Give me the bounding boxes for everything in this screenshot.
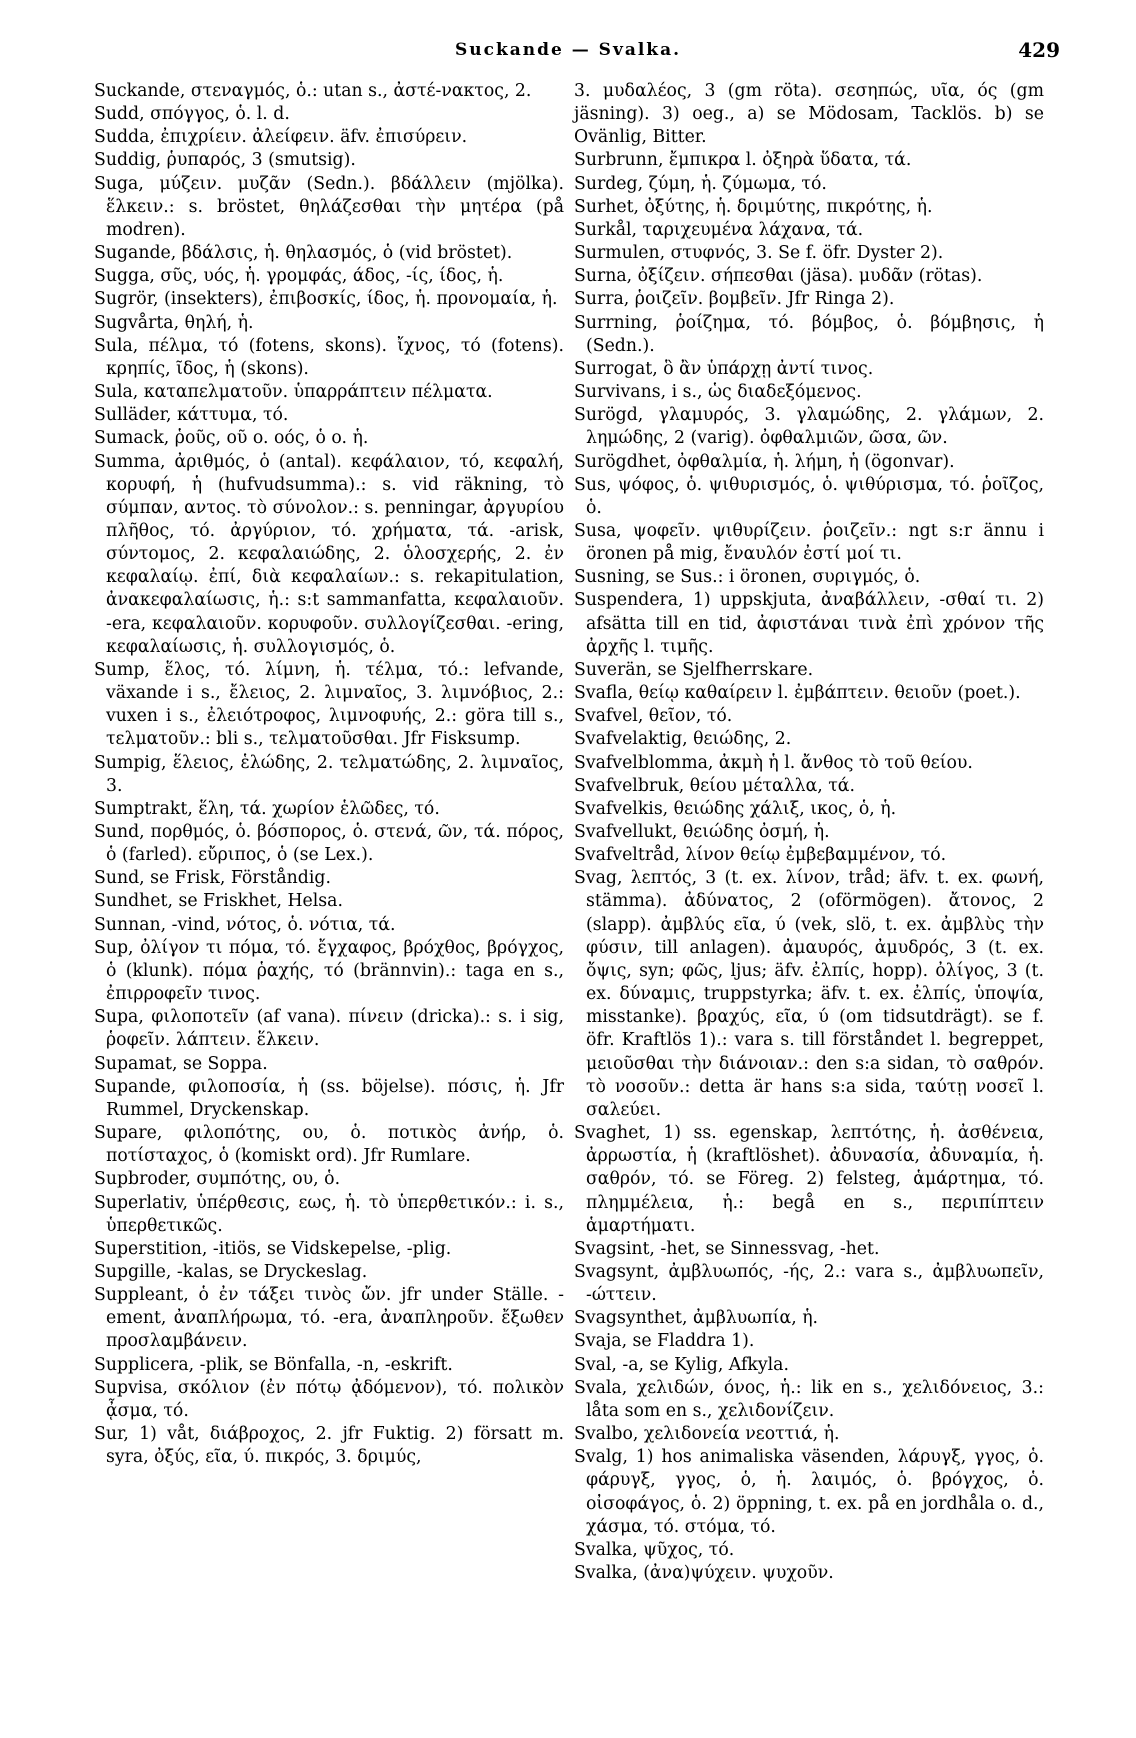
dictionary-entry: Supplicera, -plik, se Bönfalla, -n, -eskrift. [94, 1354, 453, 1375]
dictionary-entry: Sumack, ῥοῦς, οῦ o. οός, ὁ o. ἡ. [94, 428, 369, 449]
dictionary-entry: Susa, ψοφεῖν. ψιθυρίζειν. ῥοιζεῖν.: ngt s:r ännu i öronen på mig, ἔναυλόν ἐστί μοί τι. [574, 520, 1044, 565]
dictionary-entry: Supbroder, συμπότης, ου, ὁ. [94, 1169, 341, 1190]
dictionary-entry: Sugrör, (insekters), ἐπιβοσκίς, ίδος, ἡ. προνομαία, ἡ. [94, 289, 558, 310]
dictionary-entry: Svafla, θείῳ καθαίρειν l. ἐμβάπτειν. θειοῦν (poet.). [574, 683, 1021, 704]
dictionary-entry: 3. μυδαλέος, 3 (gm röta). σεσηπώς, υῖα, ός (gm jäsning). 3) oeg., a) se Mödosam, Tacklös. b) se Ovänlig, Bitter. [574, 81, 1044, 148]
dictionary-entry: Supare, φιλοπότης, ου, ὁ. ποτικὸς ἀνήρ, ὁ. ποτίσταχος, ὁ (komiskt ord). Jfr Rumlare. [94, 1123, 564, 1167]
dictionary-entry: Suddig, ῥυπαρός, 3 (smutsig). [94, 150, 356, 171]
dictionary-entry: Summa, ἀριθμός, ὁ (antal). κεφάλαιον, τό, κεφαλή, κορυφή, ἡ (hufvudsumma).: s. vid räkning, τὸ σύμπαν, αντος. τὸ σύνολον.: s. penningar, ἀργυρίου πλῆθος, τό. ἀργύριον, τό. χρήματα, τά. -arisk, σύντομος, 2. κεφαλαιώδης, 2. ὁλοσχερής, 2. ἐν κεφαλαίῳ. ἐπί, διὰ κεφαλαίων.: s. rekapitulation, ἀνακεφαλαίωσις, ἡ.: s:t sammanfatta, κεφαλαιοῦν. -era, κεφαλαιοῦν. κορυφοῦν. συλλογίζεσθαι. -ering, κεφαλαίωσις, ἡ. συλλογισμός, ὁ. [94, 451, 564, 657]
dictionary-entry: Suga, μύζειν. μυζᾶν (Sedn.). βδάλλειν (mjölka). ἕλκειν.: s. bröstet, θηλάζεσθαι τὴν μητέρα (på modren). [94, 173, 564, 240]
dictionary-entry: Superstition, -itiös, se Vidskepelse, -plig. [94, 1238, 452, 1259]
dictionary-entry: Surögdhet, ὀφθαλμία, ἡ. λήμη, ἡ (ögonvar). [574, 451, 955, 472]
dictionary-entry: Superlativ, ὑπέρθεσις, εως, ἡ. τὸ ὑπερθετικόν.: i. s., ὑπερθετικῶς. [94, 1192, 564, 1236]
dictionary-entry: Supgille, -kalas, se Dryckeslag. [94, 1261, 368, 1282]
dictionary-entry: Sus, ψόφος, ὁ. ψιθυρισμός, ὁ. ψιθύρισμα, τό. ῥοῖζος, ὁ. [574, 474, 1044, 518]
dictionary-entry: Sund, πορθμός, ὁ. βόσπορος, ὁ. στενά, ῶν, τά. πόρος, ὁ (farled). εὔριπος, ὁ (se Lex.). [94, 822, 564, 866]
dictionary-entry: Svalka, (ἀνα)ψύχειν. ψυχοῦν. [574, 1563, 834, 1583]
dictionary-entry: Surna, ὀξίζειν. σήπεσθαι (jäsa). μυδᾶν (rötas). [574, 266, 983, 287]
dictionary-entry: Svafvelkis, θειώδης χάλιξ, ικος, ὁ, ἡ. [574, 798, 897, 819]
dictionary-entry: Svafveltråd, λίνον θείῳ ἐμβεβαμμένον, τό. [574, 845, 947, 866]
dictionary-entry: Sugande, βδάλσις, ἡ. θηλασμός, ὁ (vid bröstet). [94, 243, 513, 264]
dictionary-entry: Surrning, ῥοίζημα, τό. βόμβος, ὁ. βόμβησις, ἡ (Sedn.). [574, 312, 1044, 356]
dictionary-entry: Suspendera, 1) uppskjuta, ἀναβάλλειν, -σθαί τι. 2) afsätta till en tid, ἀφιστάναι τινὰ ἐπὶ χρόνον τῆς ἀρχῆς l. τιμῆς. [574, 590, 1044, 657]
dictionary-entry: Svafvelblomma, ἀκμὴ ἡ l. ἄνθος τὸ τοῦ θείου. [574, 752, 973, 773]
dictionary-entry: Svalg, 1) hos animaliska väsenden, λάρυγξ, γγος, ὁ. φάρυγξ, γγος, ὁ, ἡ. λαιμός, ὁ. βρόγχος, ὁ. οἰσοφάγος, ὁ. 2) öppning, t. ex. på en jordhåla o. d., χάσμα, τό. στόμα, τό. [574, 1447, 1044, 1537]
dictionary-entry: Supa, φιλοποτεῖν (af vana). πίνειν (dricka).: s. i sig, ῥοφεῖν. λάπτειν. ἕλκειν. [94, 1007, 564, 1051]
dictionary-entry: Sval, -a, se Kylig, Afkyla. [574, 1354, 789, 1375]
dictionary-entry: Sulläder, κάττυμα, τό. [94, 405, 289, 426]
dictionary-entry: Svafvelbruk, θείου μέταλλα, τά. [574, 775, 855, 796]
dictionary-entry: Sudda, ἐπιχρίειν. ἀλείφειν. äfv. ἐπισύρειν. [94, 127, 468, 148]
dictionary-entry: Svafvellukt, θειώδης ὀσμή, ἡ. [574, 822, 830, 842]
dictionary-entry: Suckande, στεναγμός, ὁ.: utan s., ἀστέ-νακτος, 2. [94, 81, 532, 101]
dictionary-entry: Surögd, γλαμυρός, 3. γλαμώδης, 2. γλάμων, 2. λημώδης, 2 (varig). ὀφθαλμιῶν, ῶσα, ῶν. [574, 405, 1044, 449]
dictionary-entry: Sugga, σῦς, υός, ἡ. γρομφάς, άδος, -ίς, ίδος, ἡ. [94, 266, 504, 287]
dictionary-entry: Sumptrakt, ἕλη, τά. χωρίον ἑλῶδες, τό. [94, 798, 440, 819]
dictionary-entry: Sudd, σπόγγος, ὁ. l. d. [94, 104, 290, 125]
dictionary-entry: Svaja, se Fladdra 1). [574, 1331, 755, 1352]
dictionary-entry: Svag, λεπτός, 3 (t. ex. λίνον, tråd; äfv. t. ex. φωνή, stämma). ἀδύνατος, 2 (oförmögen). ἄτονος, 2 (slapp). ἀμβλύς εῖα, ύ (vek, slö, t. ex. ἀμβλὺς τὴν φύσιν, till anlagen). ἀμαυρός, ἀμυδρός, 3 (t. ex. ὄψις, syn; φῶς, ljus; äfv. ἐλπίς, hopp). ὀλίγος, 3 (t. ex. δύναμις, truppstyrka; äfv. t. ex. ἐλπίς, ὑποψία, misstanke). βραχύς, εῖα, ύ (om tidsutdrägt). se f. öfr. Kraftlös 1).: vara s. till förståndet l. begreppet, μειοῦσθαι τὴν διάνοιαν.: den s:a sidan, τὸ σαθρόν. τὸ νοσοῦν.: detta är hans s:a sida, ταύτῃ νοσεῖ l. σαλεύει. [574, 868, 1044, 1120]
right-column [574, 80, 1044, 1585]
dictionary-entry: Sugvårta, θηλή, ἡ. [94, 312, 254, 333]
dictionary-entry: Surhet, ὀξύτης, ἡ. δριμύτης, πικρότης, ἡ. [574, 196, 933, 217]
dictionary-entry: Sump, ἕλος, τό. λίμνη, ἡ. τέλμα, τό.: lefvande, växande i s., ἔλειος, 2. λιμναῖος, 3. λιμνόβιος, 2.: vuxen i s., ἐλειότροφος, λιμνοφυής, 2.: göra till s., τελματοῦν.: bli s., τελματοῦσθαι. Jfr Fisksump. [94, 659, 564, 750]
dictionary-entry: Surdeg, ζύμη, ἡ. ζύμωμα, τό. [574, 173, 827, 194]
dictionary-entry: Susning, se Sus.: i öronen, συριγμός, ὁ. [574, 567, 921, 588]
dictionary-entry: Svala, χελιδών, όνος, ἡ.: lik en s., χελιδόνειος, 3.: låta som en s., χελιδονίζειν. [574, 1377, 1044, 1421]
dictionary-entry: Supande, φιλοποσία, ἡ (ss. böjelse). πόσις, ἡ. Jfr Rummel, Dryckenskap. [94, 1076, 564, 1120]
dictionary-entry: Suverän, se Sjelfherrskare. [574, 659, 814, 680]
dictionary-entry: Svagsynthet, ἀμβλυωπία, ἡ. [574, 1308, 819, 1329]
dictionary-entry: Svaghet, 1) ss. egenskap, λεπτότης, ἡ. ἀσθένεια, ἀρρωστία, ἡ (kraftlöshet). ἀδυνασία, ἀδυναμία, ἡ. σαθρόν, τό. se Föreg. 2) felsteg, ἁμάρτημα, τό. πλημμέλεια, ἡ.: begå en s., περιπίπτειν ἁμαρτήματι. [574, 1123, 1044, 1236]
dictionary-entry: Svalka, ψῦχος, τό. [574, 1539, 735, 1560]
left-column [94, 80, 564, 1469]
dictionary-entry: Sumpig, ἕλειος, ἑλώδης, 2. τελματώδης, 2. λιμναῖος, 3. [94, 752, 564, 796]
dictionary-entry: Svagsynt, ἀμβλυωπός, -ής, 2.: vara s., ἀμβλυωπεῖν, -ώττειν. [574, 1261, 1044, 1306]
dictionary-entry: Svafvelaktig, θειώδης, 2. [574, 729, 792, 750]
dictionary-entry: Sur, 1) våt, διάβροχος, 2. jfr Fuktig. 2) försatt m. syra, ὀξύς, εῖα, ύ. πικρός, 3. δριμύς, [94, 1424, 564, 1468]
dictionary-entry: Surkål, ταριχευμένα λάχανα, τά. [574, 219, 864, 240]
dictionary-entry: Surbrunn, ἔμπικρα l. ὀξηρὰ ὕδατα, τά. [574, 150, 912, 171]
page-number: 429 [1018, 38, 1060, 62]
dictionary-entry: Surrogat, ὃ ἂν ὑπάρχῃ ἀντί τινος. [574, 358, 874, 379]
dictionary-entry: Suppleant, ὁ ἐν τάξει τινὸς ὤν. jfr under Ställe. -ement, ἀναπλήρωμα, τό. -era, ἀναπληροῦν. ἔξωθεν προσλαμβάνειν. [94, 1285, 564, 1352]
dictionary-entry: Sund, se Frisk, Förståndig. [94, 868, 331, 889]
dictionary-entry: Svagsint, -het, se Sinnessvag, -het. [574, 1238, 880, 1259]
dictionary-entry: Surra, ῥοιζεῖν. βομβεῖν. Jfr Ringa 2). [574, 289, 895, 310]
dictionary-entry: Supamat, se Soppa. [94, 1053, 268, 1074]
dictionary-entry: Surmulen, στυφνός, 3. Se f. öfr. Dyster 2). [574, 243, 944, 264]
dictionary-entry: Sula, καταπελματοῦν. ὑπαρράπτειν πέλματα. [94, 382, 493, 403]
running-title: Suckande — Svalka. [454, 40, 682, 60]
dictionary-entry: Sula, πέλμα, τό (fotens, skons). ἴχνος, τό (fotens). κρηπίς, ῖδος, ἡ (skons). [94, 335, 564, 379]
dictionary-entry: Svafvel, θεῖον, τό. [574, 706, 733, 727]
dictionary-entry: Sundhet, se Friskhet, Helsa. [94, 891, 343, 912]
dictionary-entry: Supvisa, σκόλιον (ἐν πότῳ ᾀδόμενον), τό. πολικὸν ᾆσμα, τό. [94, 1377, 564, 1421]
dictionary-entry: Svalbo, χελιδονεία νεοττιά, ἡ. [574, 1424, 840, 1445]
dictionary-entry: Sunnan, -vind, νότος, ὁ. νότια, τά. [94, 914, 396, 935]
dictionary-entry: Survivans, i s., ὡς διαδεξόμενος. [574, 382, 862, 403]
dictionary-entry: Sup, ὀλίγον τι πόμα, τό. ἔγχαφος, βρόχθος, βρόγχος, ὁ (klunk). πόμα ῥαχής, τό (brännvin).: taga en s., ἐπιρροφεῖν τινος. [94, 937, 564, 1005]
